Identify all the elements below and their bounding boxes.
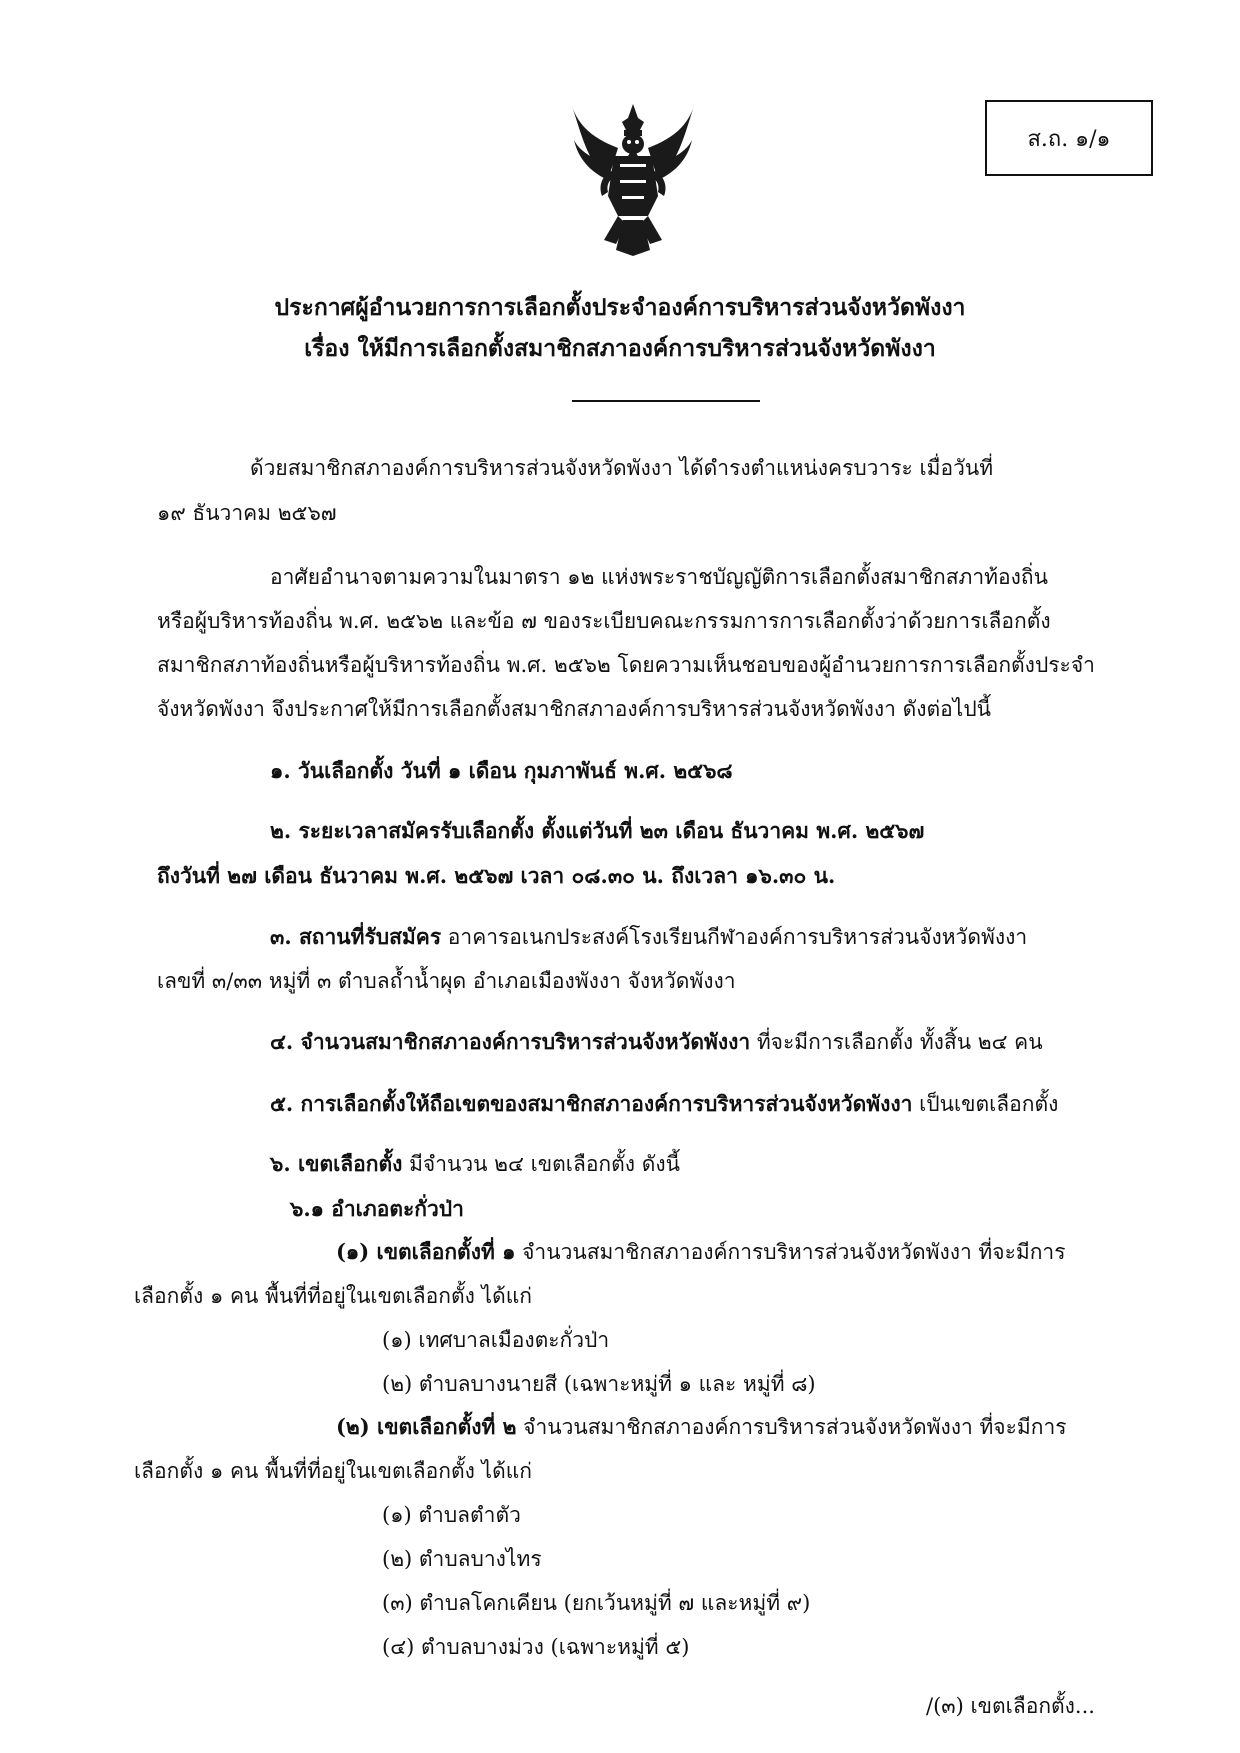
zone-2-label: (๒) เขตเลือกตั้งที่ ๒: [336, 1414, 517, 1439]
item-3-label: ๓. สถานที่รับสมัคร: [270, 924, 442, 949]
item-4-member-count: [270, 1026, 1043, 1059]
item-5-label: ๕. การเลือกตั้งให้ถือเขตของสมาชิกสภาองค์การบริหารส่วนจังหวัดพังงา: [270, 1091, 913, 1116]
zone-2-desc: จำนวนสมาชิกสภาองค์การบริหารส่วนจังหวัดพังงา ที่จะมีการ: [516, 1415, 1067, 1439]
authority-line-1: อาศัยอำนาจตามความในมาตรา ๑๒ แห่งพระราชบัญญัติการเลือกตั้งสมาชิกสภาท้องถิ่น: [270, 565, 1048, 589]
announcement-subject: เรื่อง ให้มีการเลือกตั้งสมาชิกสภาองค์การบริหารส่วนจังหวัดพังงา: [304, 335, 936, 362]
intro-line-2: ๑๙ ธันวาคม ๒๕๖๗: [157, 501, 337, 525]
zone-2-line-1: [336, 1411, 1067, 1444]
item-6-constituencies: [270, 1148, 680, 1181]
zone-2-area: (๔) ตำบลบางม่วง (เฉพาะหมู่ที่ ๕): [382, 1635, 690, 1659]
zone-1-label: (๑) เขตเลือกตั้งที่ ๑: [336, 1239, 516, 1264]
district-heading: ๖.๑ อำเภอตะกั่วป่า: [290, 1196, 464, 1221]
zone-2-area: (๓) ตำบลโคกเคียน (ยกเว้นหมู่ที่ ๗ และหมู่ที่ ๙): [382, 1591, 811, 1615]
item-2-registration-line-2: ถึงวันที่ ๒๗ เดือน ธันวาคม พ.ศ. ๒๕๖๗ เวลา ๐๘.๓๐ น. ถึงเวลา ๑๖.๓๐ น.: [157, 863, 836, 888]
item-4-label: ๔. จำนวนสมาชิกสภาองค์การบริหารส่วนจังหวัดพังงา: [270, 1029, 751, 1054]
zone-1-line-2: เลือกตั้ง ๑ คน พื้นที่ที่อยู่ในเขตเลือกตั้ง ได้แก่: [134, 1284, 532, 1308]
authority-line-3: สมาชิกสภาท้องถิ่นหรือผู้บริหารท้องถิ่น พ.ศ. ๒๕๖๒ โดยความเห็นชอบของผู้อำนวยการการเลือกตั้งประจำ: [157, 653, 1095, 677]
authority-line-2: หรือผู้บริหารท้องถิ่น พ.ศ. ๒๕๖๒ และข้อ ๗ ของระเบียบคณะกรรมการการเลือกตั้งว่าด้วยการเลือกตั้ง: [157, 609, 1051, 633]
item-3-registration-place: [270, 921, 1027, 954]
zone-1-line-1: [336, 1236, 1065, 1269]
zone-1-area: (๒) ตำบลบางนายสี (เฉพาะหมู่ที่ ๑ และ หมู่ที่ ๘): [382, 1372, 816, 1396]
zone-2-area: (๑) ตำบลตำตัว: [382, 1503, 521, 1527]
form-code: ส.ถ. ๑/๑: [1027, 126, 1111, 152]
zone-2-area: (๒) ตำบลบางไทร: [382, 1547, 542, 1571]
item-6-label: ๖. เขตเลือกตั้ง: [270, 1151, 403, 1176]
item-2-registration-line-1: ๒. ระยะเวลาสมัครรับเลือกตั้ง ตั้งแต่วันที่ ๒๓ เดือน ธันวาคม พ.ศ. ๒๕๖๗: [270, 818, 925, 843]
garuda-emblem-icon: [568, 100, 698, 258]
continuation-note: /(๓) เขตเลือกตั้ง...: [926, 1694, 1095, 1718]
authority-line-4: จังหวัดพังงา จึงประกาศให้มีการเลือกตั้งสมาชิกสภาองค์การบริหารส่วนจังหวัดพังงา ดังต่อไปนี้: [157, 697, 992, 721]
item-5-value: เป็นเขตเลือกตั้ง: [912, 1092, 1059, 1116]
announcement-title: ประกาศผู้อำนวยการการเลือกตั้งประจำองค์การบริหารส่วนจังหวัดพังงา: [274, 294, 966, 321]
item-4-value: ที่จะมีการเลือกตั้ง ทั้งสิ้น ๒๔ คน: [750, 1030, 1043, 1054]
item-3-venue: อาคารอเนกประสงค์โรงเรียนกีฬาองค์การบริหารส่วนจังหวัดพังงา: [441, 925, 1028, 949]
zone-1-desc: จำนวนสมาชิกสภาองค์การบริหารส่วนจังหวัดพังงา ที่จะมีการ: [515, 1240, 1066, 1264]
item-3-address: เลขที่ ๓/๓๓ หมู่ที่ ๓ ตำบลถ้ำน้ำผุด อำเภอเมืองพังงา จังหวัดพังงา: [157, 969, 736, 993]
form-code-box: [985, 100, 1153, 176]
item-1-election-date: ๑. วันเลือกตั้ง วันที่ ๑ เดือน กุมภาพันธ์ พ.ศ. ๒๕๖๘: [270, 758, 733, 783]
item-5-constituency-basis: [270, 1088, 1058, 1121]
intro-line-1: ด้วยสมาชิกสภาองค์การบริหารส่วนจังหวัดพังงา ได้ดำรงตำแหน่งครบวาระ เมื่อวันที่: [250, 456, 994, 480]
zone-1-area: (๑) เทศบาลเมืองตะกั่วป่า: [382, 1328, 610, 1352]
item-6-value: มีจำนวน ๒๔ เขตเลือกตั้ง ดังนี้: [402, 1152, 680, 1176]
title-divider: [572, 400, 760, 402]
zone-2-line-2: เลือกตั้ง ๑ คน พื้นที่ที่อยู่ในเขตเลือกตั้ง ได้แก่: [134, 1459, 532, 1483]
